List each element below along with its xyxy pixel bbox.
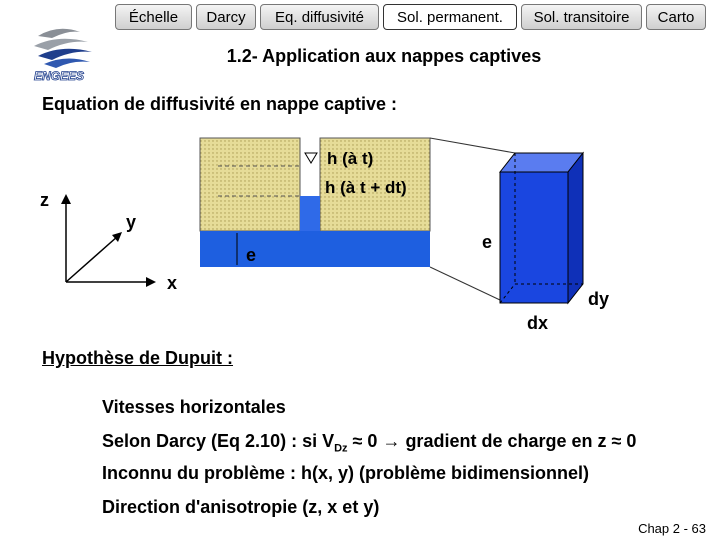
level-label-tdt: h (à t + dt): [325, 178, 407, 197]
aquifer-layer: [200, 231, 430, 267]
confining-layer-left: [200, 138, 300, 231]
dx-label: dx: [527, 313, 549, 333]
thickness-label-left: e: [246, 245, 257, 265]
hypothesis-subscript: Dz: [334, 442, 348, 455]
tab-echelle[interactable]: Échelle: [115, 4, 192, 30]
hypothesis-text: ≈ 0 → gradient de charge en z ≈ 0: [347, 431, 637, 451]
element-box-side: [568, 153, 583, 303]
slide-title: 1.2- Application aux nappes captives: [226, 46, 542, 66]
hypothesis-item: Direction d'anisotropie (z, x et y): [102, 497, 380, 517]
tab-eq-diffusivite[interactable]: Eq. diffusivité: [260, 4, 379, 30]
x-axis-arrow-icon: [146, 277, 156, 287]
tab-sol-permanent[interactable]: Sol. permanent.: [383, 4, 517, 30]
guide-line-top: [430, 138, 515, 153]
hypothesis-item: Vitesses horizontales: [102, 397, 286, 417]
y-axis: [66, 236, 118, 282]
thickness-label-right: e: [482, 232, 493, 252]
guide-line-bottom: [430, 267, 500, 300]
piezometer-water: [300, 196, 320, 231]
dupuit-heading: Hypothèse de Dupuit :: [42, 348, 234, 368]
svg-text:ENGEES: ENGEES: [34, 69, 85, 83]
hypothesis-item: [102, 431, 636, 455]
tab-sol-transitoire[interactable]: Sol. transitoire: [521, 4, 642, 30]
x-axis-label: x: [167, 273, 178, 293]
tab-carto[interactable]: Carto: [646, 4, 706, 30]
tab-darcy[interactable]: Darcy: [196, 4, 256, 30]
hypothesis-text: Selon Darcy (Eq 2.10) : si V: [102, 431, 335, 451]
y-axis-label: y: [126, 212, 137, 232]
water-level-icon: [305, 153, 317, 163]
hypothesis-item: Inconnu du problème : h(x, y) (problème bidimensionnel): [102, 463, 590, 483]
element-box-front: [500, 172, 568, 303]
z-axis-label: z: [40, 190, 49, 210]
level-label-t: h (à t): [327, 149, 374, 168]
page-number: Chap 2 - 63: [638, 521, 706, 536]
dy-label: dy: [588, 289, 610, 309]
equation-heading: Equation de diffusivité en nappe captive :: [42, 94, 398, 114]
z-axis-arrow-icon: [61, 194, 71, 204]
